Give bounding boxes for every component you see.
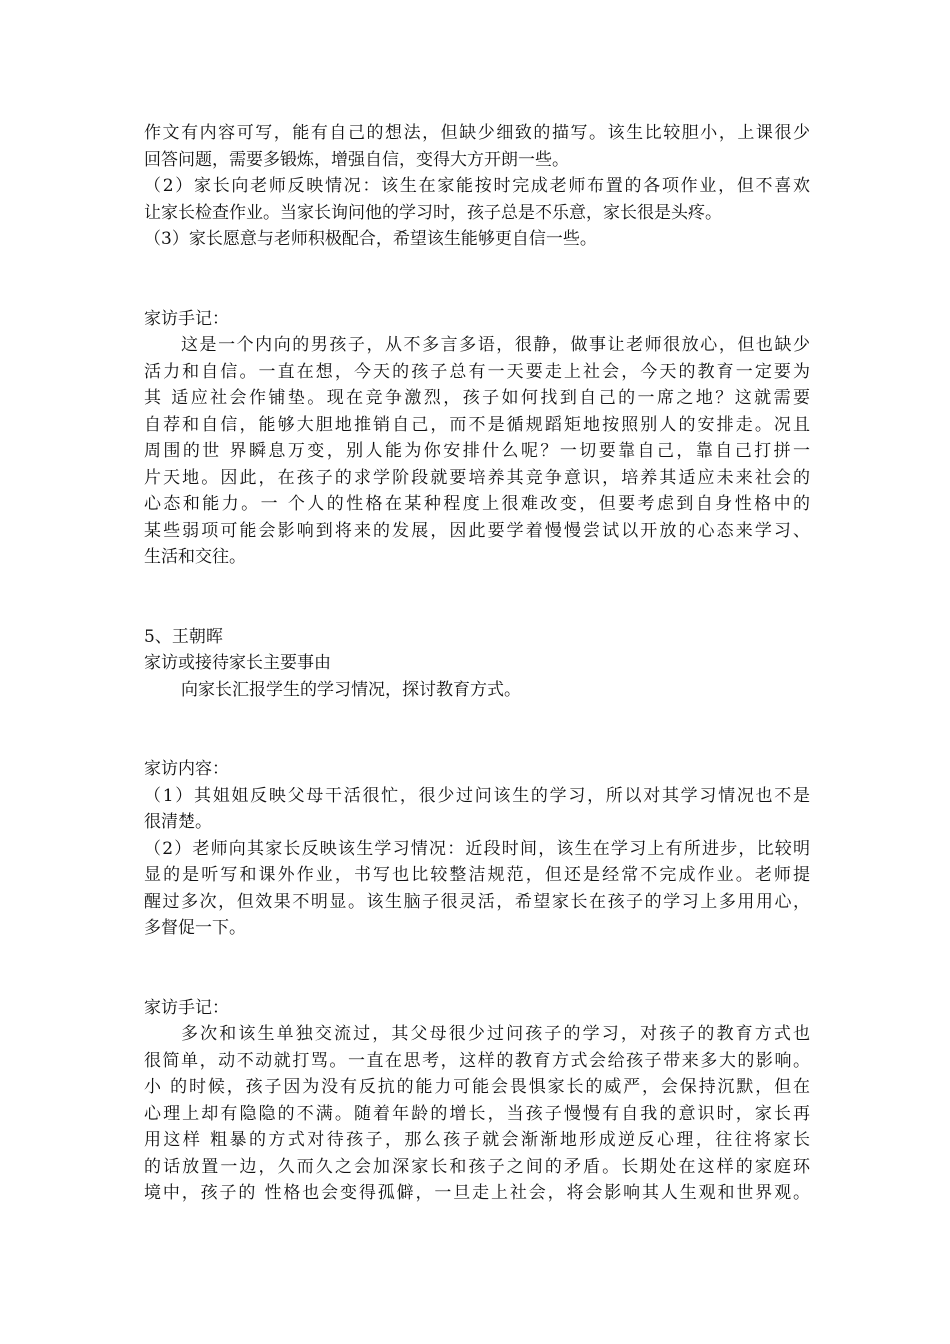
text-line: 很清楚。 [144, 812, 212, 832]
spacer [144, 253, 810, 306]
text-line: 其 适应社会作铺垫。现在竞争激烈，孩子如何找到自己的一席之地？这就需要 [144, 388, 810, 408]
paragraph-student-performance [144, 120, 810, 173]
student-heading: 5、王朝晖 [144, 626, 223, 647]
text-line: 某些弱项可能会影响到将来的发展，因此要学着慢慢尝试以开放的心态来学习、 [144, 520, 810, 541]
spacer [144, 571, 810, 624]
section-title: 家访手记： [144, 997, 229, 1018]
text-line: 活力和自信。一直在想，今天的孩子总有一天要走上社会，今天的教育一定要为 [144, 361, 810, 382]
text-line: 让家长检查作业。当家长询问他的学习时，孩子总是不乐意，家长很是头疼。 [144, 202, 722, 223]
text-line: （2）家长向老师反映情况：该生在家能按时完成老师布置的各项作业，但不喜欢 [144, 176, 810, 196]
text-line: 这是一个内向的男孩子，从不多言多语，很静，做事让老师很放心，但也缺少 [181, 335, 810, 355]
text-line: 用这样 粗暴的方式对待孩子，那么孩子就会渐渐地形成逆反心理，往往将家长 [144, 1130, 810, 1150]
text-line: 小 的时候，孩子因为没有反抗的能力可能会畏惧家长的威严，会保持沉默，但在 [144, 1077, 810, 1097]
text-line: 醒过多次，但效果不明显。该生脑子很灵活，希望家长在孩子的学习上多用用心， [144, 891, 810, 912]
text-line: 显的是听写和课外作业，书写也比较整洁规范，但还是经常不完成作业。老师提 [144, 865, 810, 885]
spacer [144, 942, 810, 995]
text-line: （2）老师向其家长反映该生学习情况：近段时间，该生在学习上有所进步，比较明 [144, 838, 810, 859]
reason-text: 向家长汇报学生的学习情况，探讨教育方式。 [181, 679, 521, 700]
text-line: 的话放置一边，久而久之会加深家长和孩子之间的矛盾。长期处在这样的家庭环 [144, 1156, 810, 1177]
text-line: 心态和能力。一 个人的性格在某种程度上很难改变，但要考虑到自身性格中的 [144, 494, 810, 514]
paragraph-parent-feedback [144, 173, 810, 226]
document-page [144, 120, 810, 1207]
text-line: 多督促一下。 [144, 918, 246, 938]
text-line: 心理上却有隐隐的不满。随着年龄的增长，当孩子慢慢有自我的意识时，家长再 [144, 1103, 810, 1124]
text-line: 多次和该生单独交流过，其父母很少过问孩子的学习，对孩子的教育方式也 [181, 1024, 810, 1044]
section-visit-notes-1 [144, 306, 810, 571]
text-line: 自荐和自信，能够大胆地推销自己，而不是循规蹈矩地按照别人的安排走。况且 [144, 414, 810, 435]
spacer [144, 703, 810, 756]
text-line: 片天地。因此，在孩子的求学阶段就要培养其竞争意识，培养其适应未来社会的 [144, 467, 810, 488]
text-line: （1）其姐姐反映父母干活很忙，很少过问该生的学习，所以对其学习情况也不是 [144, 785, 810, 806]
text-line: 境中，孩子的 性格也会变得孤僻，一旦走上社会，将会影响其人生观和世界观。 [144, 1183, 810, 1203]
text-line: 周围的世 界瞬息万变，别人能为你安排什么呢？一切要靠自己，靠自己打拼一 [144, 441, 810, 461]
text-line: 作文有内容可写，能有自己的想法，但缺少细致的描写。该生比较胆小，上课很少 [144, 123, 810, 143]
text-line: 回答问题，需要多锻炼，增强自信，变得大方开朗一些。 [144, 149, 569, 170]
text-line: 生活和交往。 [144, 547, 246, 567]
text-line: 很简单，动不动就打骂。一直在思考，这样的教育方式会给孩子带来多大的影响。 [144, 1050, 810, 1071]
content-title: 家访内容： [144, 759, 229, 779]
section-visit-notes-2 [144, 995, 810, 1207]
text-line: （3）家长愿意与老师积极配合，希望该生能够更自信一些。 [144, 229, 597, 249]
reason-title: 家访或接待家长主要事由 [144, 653, 331, 673]
paragraph-parent-cooperation [144, 226, 810, 253]
section-student-5 [144, 624, 810, 942]
section-title: 家访手记： [144, 308, 229, 329]
